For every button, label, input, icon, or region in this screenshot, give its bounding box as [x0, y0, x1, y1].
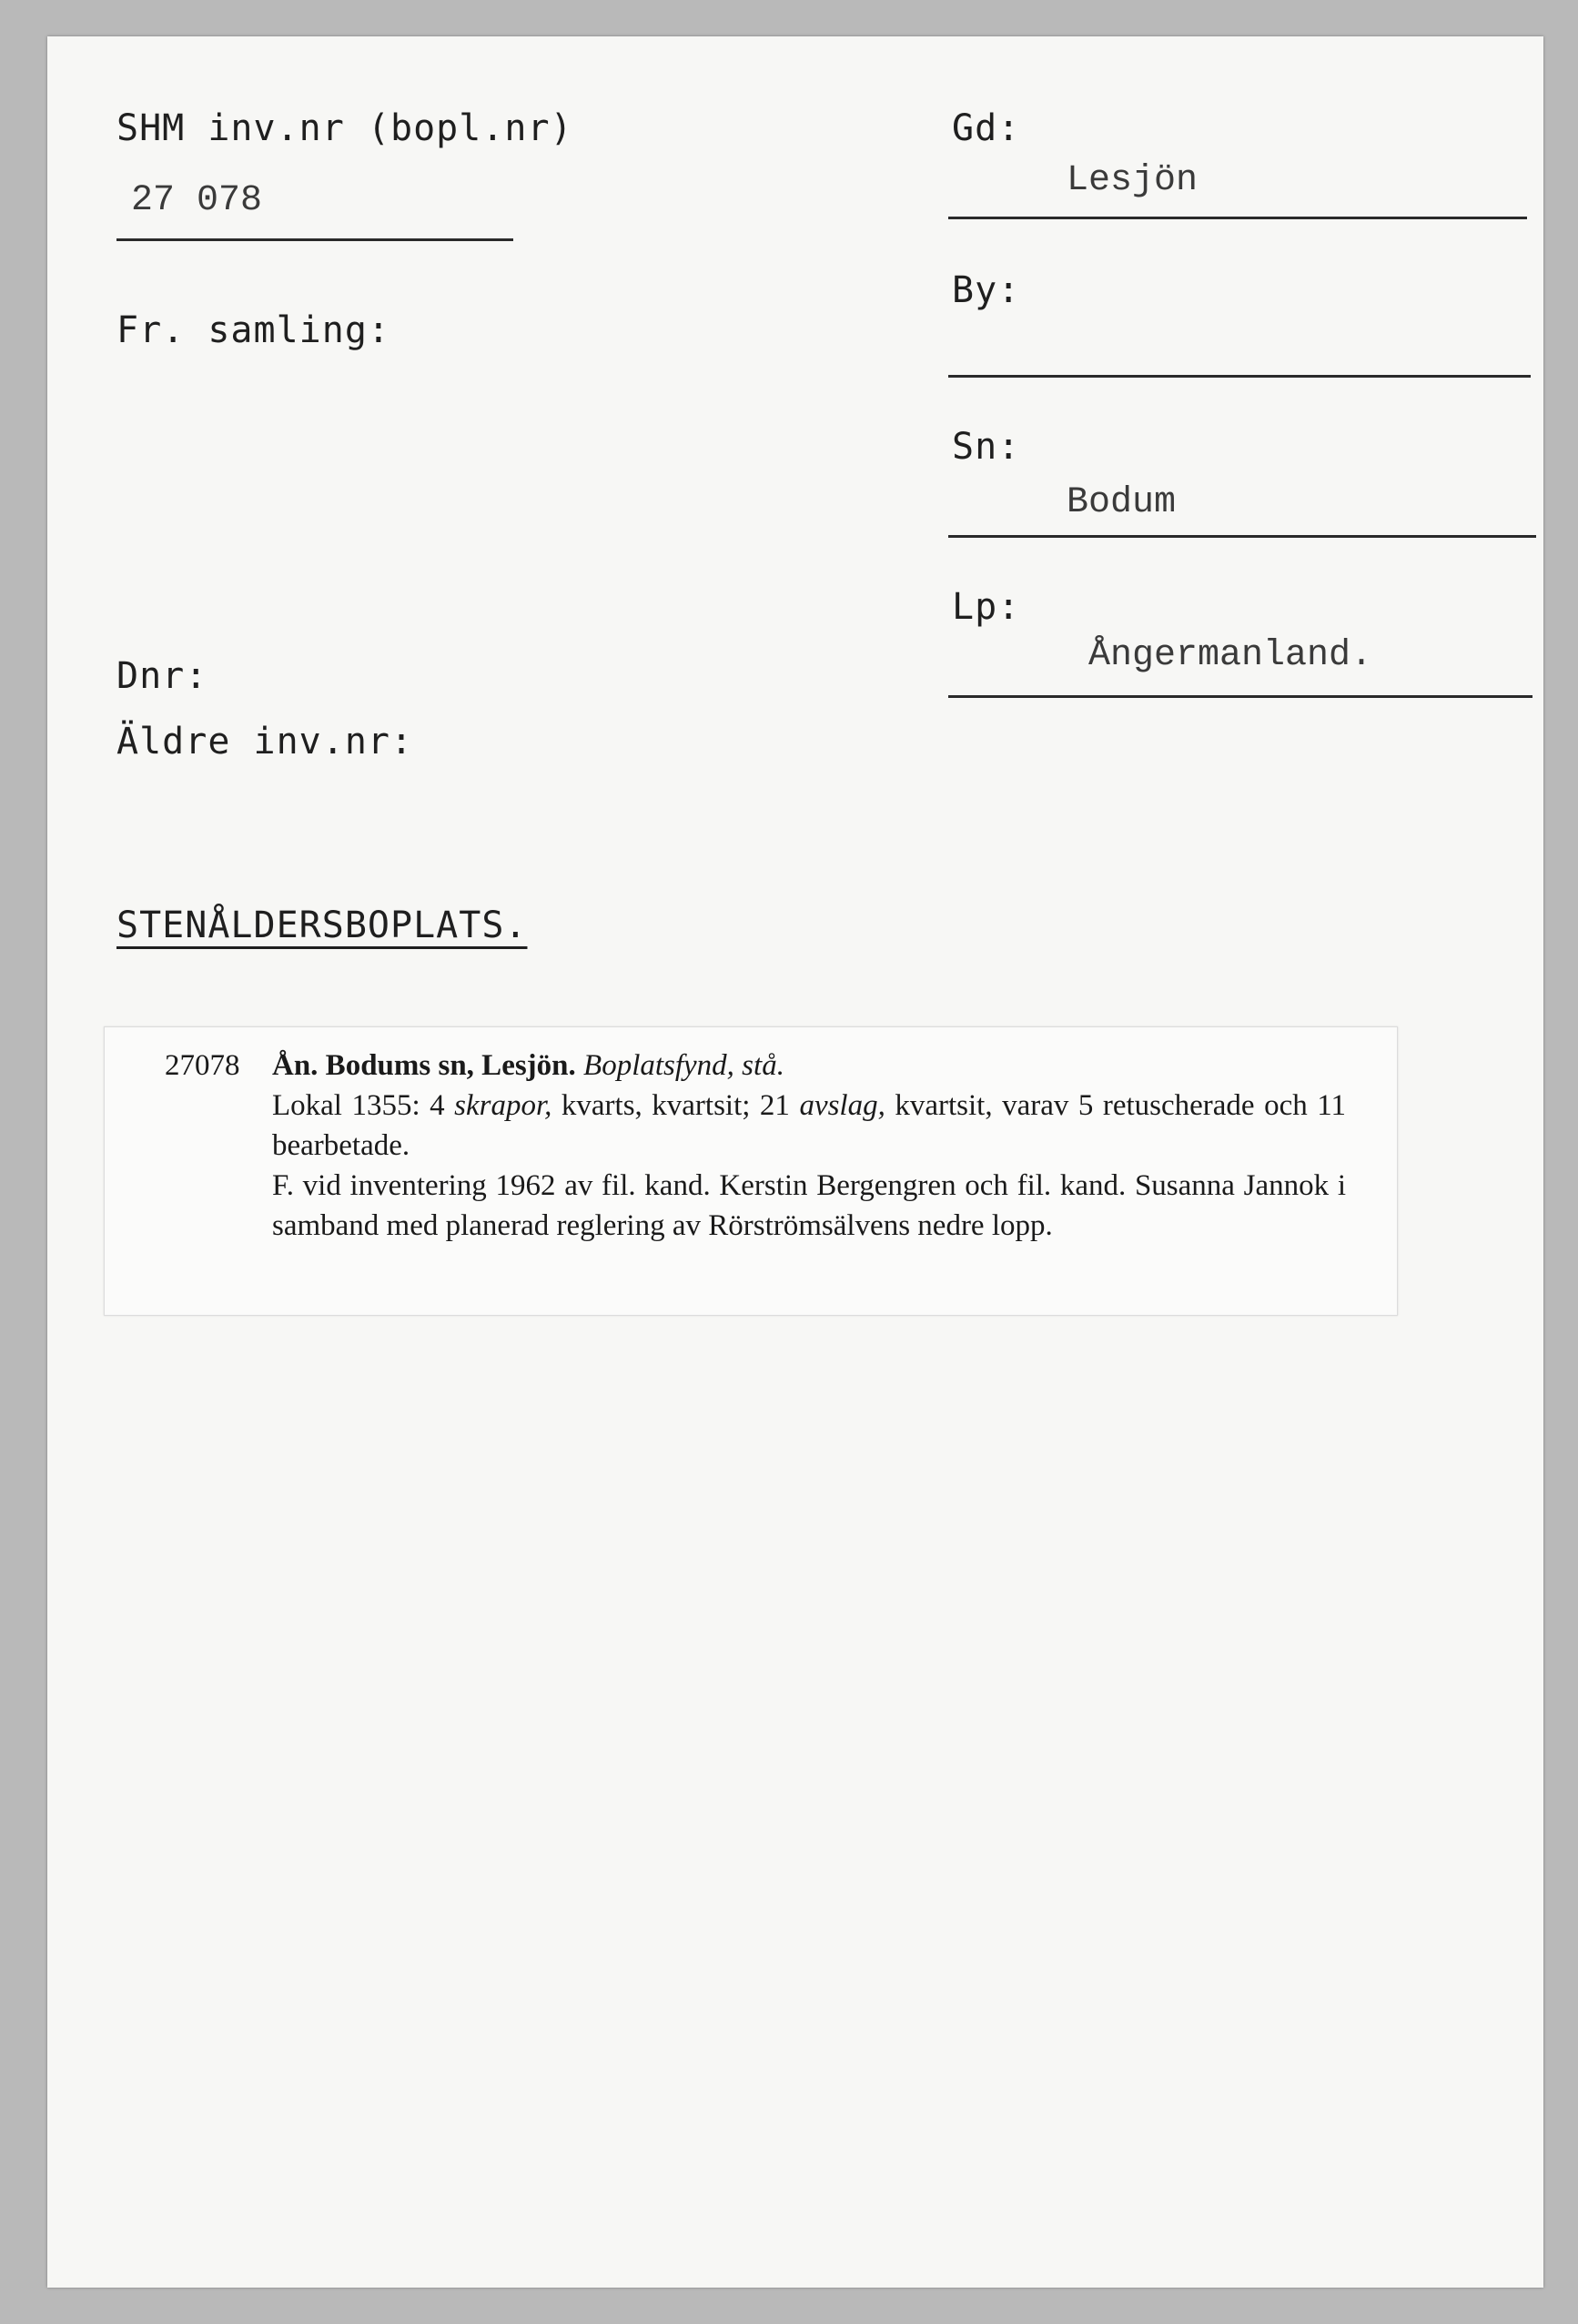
gd-rule	[948, 217, 1527, 219]
by-rule	[948, 375, 1531, 378]
lp-label: Lp:	[952, 586, 1021, 628]
gd-value: Lesjön	[1067, 160, 1199, 201]
fr-samling-label: Fr. samling:	[116, 309, 390, 351]
inv-number-label: SHM inv.nr (bopl.nr)	[116, 107, 573, 149]
slip-p1-c: kvarts, kvartsit; 21	[551, 1089, 800, 1122]
slip-paragraph-1	[272, 1086, 1346, 1166]
catalog-slip	[104, 1026, 1398, 1316]
gd-label: Gd:	[952, 107, 1021, 149]
slip-body	[272, 1046, 1346, 1246]
dnr-label: Dnr:	[116, 655, 208, 697]
by-label: By:	[952, 269, 1021, 311]
sn-label: Sn:	[952, 426, 1021, 468]
slip-p1-e: kvartsit, varav 5 retuscherade och 11 bearbetade.	[272, 1089, 1346, 1162]
inv-number-rule	[116, 238, 513, 241]
lp-rule	[948, 695, 1532, 698]
slip-number: 27078	[165, 1049, 240, 1082]
sn-value: Bodum	[1067, 482, 1177, 523]
slip-title-line	[272, 1046, 1346, 1086]
slip-find-type: Boplatsfynd, stå.	[583, 1049, 784, 1082]
catalog-card	[47, 36, 1543, 2288]
slip-paragraph-2: F. vid inventering 1962 av fil. kand. Kerstin Bergengren och fil. kand. Susanna Jannok i samband med planerad reglering av Rörströmsälvens nedre lopp.	[272, 1169, 1346, 1242]
slip-p1-a: Lokal 1355: 4	[272, 1089, 455, 1122]
category-heading: STENÅLDERSBOPLATS.	[116, 904, 528, 946]
slip-p1-d: avslag,	[799, 1089, 885, 1122]
slip-p1-b: skrapor,	[454, 1089, 552, 1122]
aldre-inv-label: Äldre inv.nr:	[116, 721, 414, 763]
sn-rule	[948, 535, 1536, 538]
slip-location: Ån. Bodums sn, Lesjön.	[272, 1049, 576, 1082]
lp-value: Ångermanland.	[1088, 635, 1373, 676]
inv-number-value: 27 078	[131, 180, 263, 221]
